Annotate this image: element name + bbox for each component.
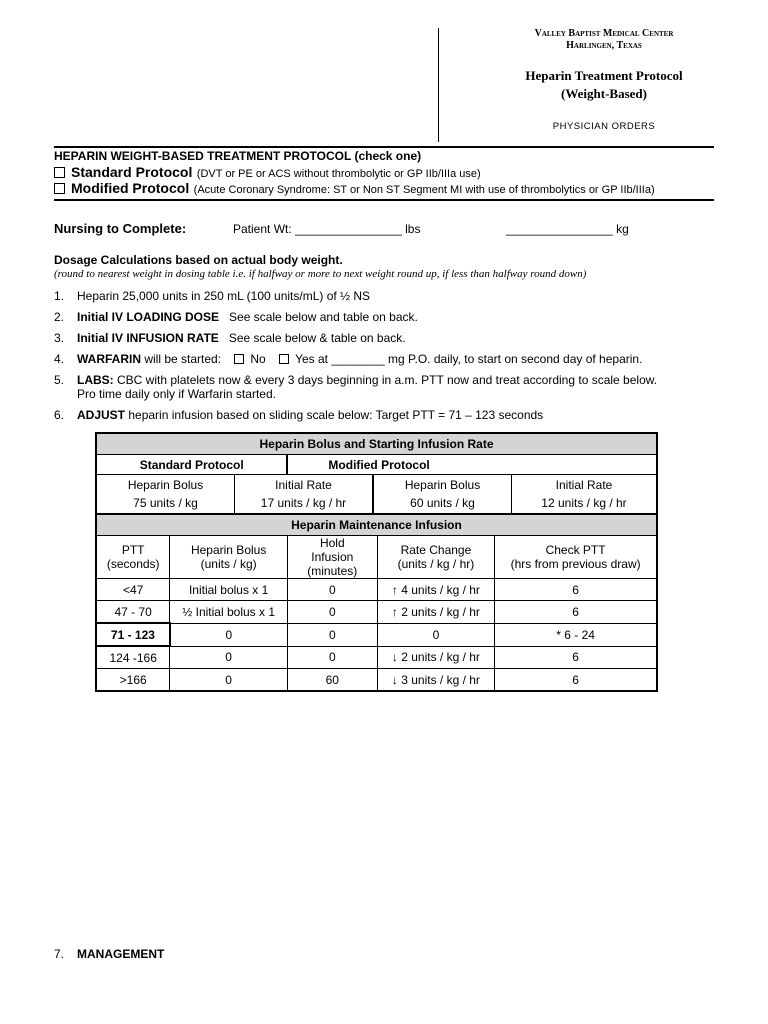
modified-protocol-checkbox[interactable]	[54, 183, 65, 194]
management-heading: MANAGEMENT	[77, 947, 165, 961]
modified-protocol-note: (Acute Coronary Syndrome: ST or Non ST Segment MI with use of thrombolytics or GP IIb/IIIa)	[193, 184, 655, 196]
item-warfarin: WARFARIN will be started: No Yes at ________ mg P.O. daily, to start on second day of heparin.	[77, 352, 643, 366]
maintenance-section-title: Heparin Maintenance Infusion	[96, 514, 657, 536]
patient-weight-kg-field[interactable]: ________________ kg	[506, 222, 629, 236]
bolus-section-title: Heparin Bolus and Starting Infusion Rate	[96, 433, 657, 455]
modified-protocol-header: Modified Protocol	[287, 455, 657, 475]
document-subtitle: (Weight-Based)	[561, 86, 647, 101]
patient-weight-lbs-field[interactable]: Patient Wt: ________________ lbs	[233, 222, 421, 236]
col-header-bolus: Heparin Bolus (units / kg)	[170, 536, 288, 579]
item-heparin-bag: Heparin 25,000 units in 250 mL (100 units/mL) of ½ NS	[77, 289, 371, 303]
modified-rate-cell: Initial Rate 12 units / kg / hr	[541, 478, 627, 510]
item-adjust: ADJUST heparin infusion based on sliding scale below: Target PTT = 71 – 123 seconds	[77, 408, 544, 422]
header-divider	[438, 28, 439, 142]
table-row: 124 -166 0 0 ↓ 2 units / kg / hr 6	[96, 646, 657, 669]
item-number: 1.	[54, 289, 65, 303]
modified-protocol-label: Modified Protocol	[71, 180, 190, 196]
heparin-dosing-table	[95, 432, 658, 692]
col-header-ptt: PTT (seconds)	[96, 536, 170, 579]
document-title: Heparin Treatment Protocol	[525, 68, 683, 83]
standard-rate-cell: Initial Rate 17 units / kg / hr	[235, 475, 374, 513]
physician-orders-label: PHYSICIAN ORDERS	[552, 121, 656, 132]
hospital-name: Valley Baptist Medical Center	[534, 28, 674, 39]
standard-protocol-checkbox[interactable]	[54, 167, 65, 178]
item-number: 7.	[54, 947, 65, 961]
item-loading-dose: Initial IV LOADING DOSE See scale below and table on back.	[77, 310, 418, 324]
col-header-rate-change: Rate Change (units / kg / hr)	[377, 536, 495, 579]
target-ptt-range: 71 - 123	[96, 623, 170, 646]
protocol-heading: HEPARIN WEIGHT-BASED TREATMENT PROTOCOL (check one)	[54, 149, 422, 163]
standard-protocol-note: (DVT or PE or ACS without thrombolytic or GP IIb/IIIa use)	[196, 168, 481, 180]
table-row-target: 71 - 123 0 0 0 * 6 - 24	[96, 623, 657, 646]
col-header-hold: Hold Infusion (minutes)	[287, 536, 377, 579]
col-header-check-ptt: Check PTT (hrs from previous draw)	[495, 536, 657, 579]
item-number: 4.	[54, 352, 65, 366]
modified-protocol-option[interactable]	[54, 180, 655, 198]
item-labs: LABS: CBC with platelets now & every 3 days beginning in a.m. PTT now and treat according to scale below. Pro time daily only if Warfarin started.	[77, 373, 658, 401]
item-number: 6.	[54, 408, 65, 422]
warfarin-no-checkbox[interactable]	[234, 354, 244, 364]
warfarin-yes-checkbox[interactable]	[279, 354, 289, 364]
nursing-label: Nursing to Complete:	[54, 221, 187, 236]
top-rule	[54, 146, 714, 148]
item-number: 5.	[54, 373, 65, 387]
dosage-note: (round to nearest weight in dosing table i.e. if halfway or more to next weight round up, if less than halfway round down)	[54, 268, 587, 280]
table-row: >166 0 60 ↓ 3 units / kg / hr 6	[96, 669, 657, 692]
item-number: 3.	[54, 331, 65, 345]
modified-bolus-cell: Heparin Bolus 60 units / kg	[373, 475, 512, 513]
item-number: 2.	[54, 310, 65, 324]
section-rule	[54, 199, 714, 201]
hospital-city: Harlingen, Texas	[566, 40, 642, 51]
dosage-heading: Dosage Calculations based on actual body weight.	[54, 253, 343, 267]
standard-protocol-header: Standard Protocol	[96, 455, 287, 475]
standard-protocol-label: Standard Protocol	[71, 164, 193, 180]
standard-bolus-cell: Heparin Bolus 75 units / kg	[97, 475, 235, 513]
item-infusion-rate: Initial IV INFUSION RATE See scale below & table on back.	[77, 331, 406, 345]
table-row: <47 Initial bolus x 1 0 ↑ 4 units / kg / hr 6	[96, 579, 657, 601]
table-row: 47 - 70 ½ Initial bolus x 1 0 ↑ 2 units / kg / hr 6	[96, 601, 657, 624]
